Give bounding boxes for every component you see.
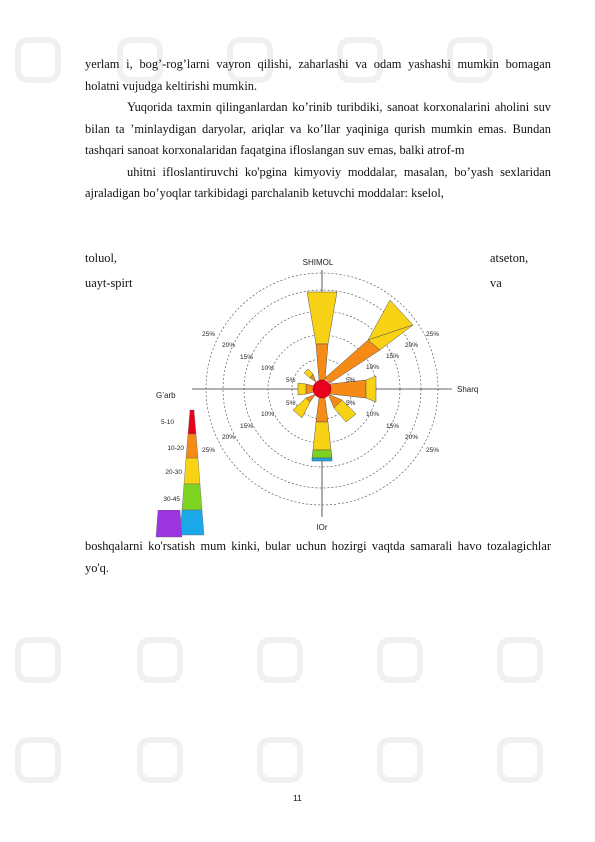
label-west: G’arb [156, 391, 176, 400]
legend-bar-red [188, 410, 196, 434]
legend-label-5-10: 5-10 [160, 419, 174, 426]
petal-sw-yellow [293, 398, 310, 418]
label-south: IOr [316, 523, 328, 532]
petal-south-green [312, 450, 332, 458]
petal-east-yellow [366, 376, 376, 402]
legend-bar-purple [156, 510, 182, 537]
label-east: Sharq [457, 385, 479, 394]
ring-label-ul-20: 20% [222, 342, 236, 349]
ring-label-ur-5: 5% [346, 377, 356, 384]
ring-label-ul-5: 5% [286, 377, 296, 384]
ring-label-lr-20: 20% [405, 434, 419, 441]
ring-label-ll-20: 20% [222, 434, 236, 441]
legend-bar-orange [186, 434, 198, 458]
legend-bar-green [182, 484, 202, 510]
split-line-left-2: uayt-spirt [85, 276, 133, 290]
ring-label-ur-10: 10% [366, 364, 380, 371]
ring-label-ll-10: 10% [261, 411, 275, 418]
ring-label-ul-25: 25% [202, 331, 216, 338]
ring-label-ul-10: 10% [261, 365, 275, 372]
ring-label-lr-5: 5% [346, 400, 356, 407]
petal-south-blue [312, 458, 332, 461]
paragraph-2: Yuqorida taxmin qilinganlardan ko’rinib turibdiki, sanoat korxonalarini aholini suv bilan ta ’minlaydigan daryolar, ariqlar va ko’llar yaqiniga qurish mumkin emas. Bundan tashqari sanoat korxonalaridan faqatgina ifloslangan suv emas, balki atrof-m [85, 100, 551, 157]
wind-rose-figure [150, 252, 490, 537]
petal-south-orange [316, 398, 328, 422]
paragraph-3: uhitni ifloslantiruvchi ko'pgina kimyoviy moddalar, masalan, bo’yash sexlaridan ajraladigan bo’yoqlar tarkibidagi parchalanib ketuvchi moddalar: kselol, [85, 164, 551, 200]
legend-label-30-45: 30-45 [163, 496, 180, 503]
ring-label-ll-25: 25% [202, 447, 216, 454]
legend-bar-purple-box [150, 510, 210, 538]
split-line-right-1: atseton, [490, 251, 529, 265]
ring-label-ll-5: 5% [286, 400, 296, 407]
paragraph-after-figure: boshqalarni ko'rsatish mum kinki, bular uchun hozirgi vaqtda samarali havo tozalagichlar yo'q. [85, 539, 551, 575]
ring-label-ur-20: 20% [405, 342, 419, 349]
petal-south-yellow [313, 422, 331, 450]
split-line-right-2: va [490, 276, 502, 290]
ring-label-lr-15: 15% [386, 423, 400, 430]
page-number: 11 [293, 793, 302, 803]
calm-center-circle [313, 380, 331, 398]
ring-label-lr-10: 10% [366, 411, 380, 418]
ring-label-ur-15: 15% [386, 353, 400, 360]
ring-label-ul-15: 15% [240, 354, 254, 361]
ring-label-ur-25: 25% [426, 331, 440, 338]
label-north: SHIMOL [302, 258, 334, 267]
legend-bar-yellow [184, 458, 200, 484]
ring-label-lr-25: 25% [426, 447, 440, 454]
body-text [85, 54, 551, 205]
petal-west-yellow [298, 383, 306, 395]
legend-label-10-20: 10-20 [167, 445, 184, 452]
ring-label-ll-15: 15% [240, 423, 254, 430]
legend-label-20-30: 20-30 [165, 469, 182, 476]
petal-north-orange [316, 344, 328, 380]
split-line-left-1: toluol, [85, 251, 118, 265]
paragraph-1: yerlam i, bog’-rog’larni vayron qilishi, zaharlashi va odam yashashi mumkin bomagan holatni vujudga keltirishi mumkin. [85, 57, 551, 93]
